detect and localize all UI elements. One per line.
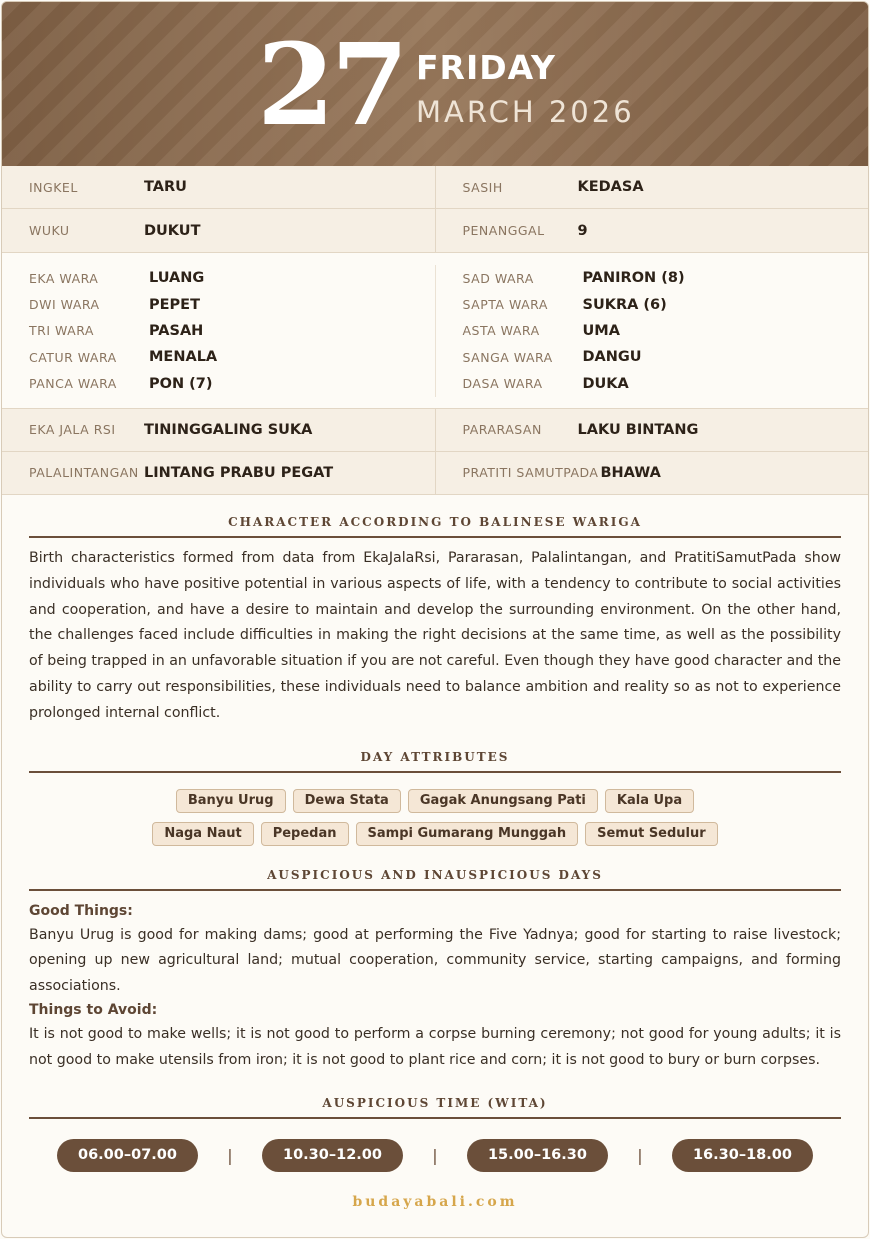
info-cell-pratiti-samutpada — [435, 452, 869, 494]
wara-label: SAPTA WARA — [462, 297, 548, 313]
time-separator: | — [432, 1145, 438, 1165]
info-value: LINTANG PRABU PEGAT — [144, 464, 334, 481]
info-row-ingkel-sasih — [2, 166, 868, 209]
wara-row — [2, 344, 435, 370]
info-value: DUKUT — [144, 222, 201, 239]
info-label: EKA JALA RSI — [29, 422, 116, 438]
time-separator: | — [227, 1145, 233, 1165]
wara-row — [436, 344, 869, 370]
wara-label: SAD WARA — [462, 270, 534, 286]
attribute-tag: Semut Sedulur — [585, 822, 718, 846]
time-slots — [57, 1139, 813, 1172]
wara-label: ASTA WARA — [462, 323, 540, 339]
date-header — [2, 2, 868, 166]
attribute-tag: Pepedan — [261, 822, 349, 846]
info-cell-sasih — [435, 166, 869, 208]
attribute-tag: Banyu Urug — [176, 789, 286, 813]
character-text: Birth characteristics formed from data from EkaJalaRsi, Pararasan, Palalintangan, and PratitiSamutPada show individuals who have positive potential in various aspects of life, with a tendency to contribute to social activities and cooperation, and have a desire to maintain and develop the surrounding environment. On the other hand, the challenges faced include difficulties in making the right decisions at the same time, as well as the possibility of being trapped in an unfavorable situation if you are not careful. Even though they have good character and the ability to carry out responsibilities, these individuals need to balance ambition and reality so as not to experience prolonged internal conflict. — [29, 549, 841, 721]
wara-value: PASAH — [149, 322, 204, 339]
wara-value: DANGU — [582, 349, 642, 366]
time-separator: | — [637, 1145, 643, 1165]
wara-value: PANIRON (8) — [582, 270, 685, 287]
wara-row — [436, 265, 869, 291]
info-label: PENANGGAL — [462, 223, 545, 238]
wara-value: DUKA — [582, 375, 629, 392]
info-row-ekajalarsi-pararasan — [2, 409, 868, 452]
attribute-tag: Naga Naut — [152, 822, 253, 846]
calendar-card — [1, 1, 869, 1238]
good-things-text: Banyu Urug is good for making dams; good at performing the Five Yadnya; good for starting to raise livestock; opening up new agricultural land; mutual cooperation, community service, starting campaigns, and forming associations. — [29, 926, 841, 995]
wara-column-right — [435, 265, 869, 397]
wara-row — [2, 265, 435, 291]
info-row-palalintangan-pratiti — [2, 452, 868, 495]
wara-label: TRI WARA — [29, 323, 94, 339]
attributes-section-title: DAY ATTRIBUTES — [29, 750, 841, 773]
info-value: BHAWA — [600, 464, 661, 481]
good-things-heading: Good Things: — [29, 902, 133, 919]
month-year: MARCH 2026 — [416, 95, 635, 129]
time-slot-pill: 15.00–16.30 — [467, 1139, 608, 1172]
day-number: 27 — [257, 20, 405, 151]
wara-label: PANCA WARA — [29, 376, 117, 392]
things-to-avoid-text: It is not good to make wells; it is not good to perform a corpse burning ceremony; not good for young adults; it is not good to make utensils from iron; it is not good to plant rice and corn; it is not good to bury or burn corpses. — [29, 1025, 841, 1068]
attribute-tag: Kala Upa — [605, 789, 694, 813]
info-value: 9 — [577, 222, 588, 239]
info-label: SASIH — [462, 179, 503, 195]
info-cell-pararasan — [435, 409, 869, 451]
wara-label: CATUR WARA — [29, 349, 117, 365]
info-cell-eka-jala-rsi — [2, 409, 435, 451]
wara-grid — [2, 253, 868, 409]
wara-label: DWI WARA — [29, 297, 100, 313]
info-cell-wuku — [2, 209, 435, 252]
day-name: FRIDAY — [416, 48, 556, 87]
wara-row — [2, 371, 435, 397]
info-value: TININGGALING SUKA — [144, 421, 313, 438]
info-label: PALALINTANGAN — [29, 465, 139, 481]
auspicious-section-title: AUSPICIOUS AND INAUSPICIOUS DAYS — [29, 868, 841, 891]
info-row-wuku-penanggal — [2, 209, 868, 253]
things-to-avoid-heading: Things to Avoid: — [29, 1001, 158, 1018]
info-cell-palalintangan — [2, 452, 435, 494]
info-label: PARARASAN — [462, 422, 542, 438]
site-footer-link[interactable]: budayabali.com — [352, 1193, 518, 1210]
time-slot-pill: 10.30–12.00 — [262, 1139, 403, 1172]
wara-row — [2, 318, 435, 344]
wara-value: UMA — [582, 322, 620, 339]
wara-row — [436, 291, 869, 317]
wara-row — [2, 291, 435, 317]
wara-label: DASA WARA — [462, 376, 543, 392]
info-label: WUKU — [29, 223, 70, 238]
character-section-title: CHARACTER ACCORDING TO BALINESE WARIGA — [29, 515, 841, 538]
info-label: INGKEL — [29, 179, 78, 195]
info-value: KEDASA — [577, 179, 644, 195]
info-cell-penanggal — [435, 209, 869, 252]
info-value: LAKU BINTANG — [577, 421, 699, 438]
wara-value: PON (7) — [149, 375, 213, 392]
wara-value: LUANG — [149, 270, 205, 287]
auspicious-time-section-title: AUSPICIOUS TIME (WITA) — [29, 1096, 841, 1119]
info-cell-ingkel — [2, 166, 435, 208]
attribute-tag: Gagak Anungsang Pati — [408, 789, 598, 813]
time-slot-pill: 06.00–07.00 — [57, 1139, 198, 1172]
wara-label: SANGA WARA — [462, 349, 553, 365]
time-slot-pill: 16.30–18.00 — [672, 1139, 813, 1172]
info-value: TARU — [144, 179, 187, 195]
attribute-tag: Sampi Gumarang Munggah — [356, 822, 579, 846]
wara-value: PEPET — [149, 296, 200, 313]
wara-row — [436, 318, 869, 344]
wara-row — [436, 371, 869, 397]
wara-column-left — [2, 265, 435, 397]
info-label: PRATITI SAMUTPADA — [462, 465, 599, 481]
wara-label: EKA WARA — [29, 270, 99, 286]
wara-value: SUKRA (6) — [582, 296, 667, 313]
attribute-tag: Dewa Stata — [293, 789, 401, 813]
wara-value: MENALA — [149, 349, 218, 366]
attribute-tags — [122, 789, 748, 846]
